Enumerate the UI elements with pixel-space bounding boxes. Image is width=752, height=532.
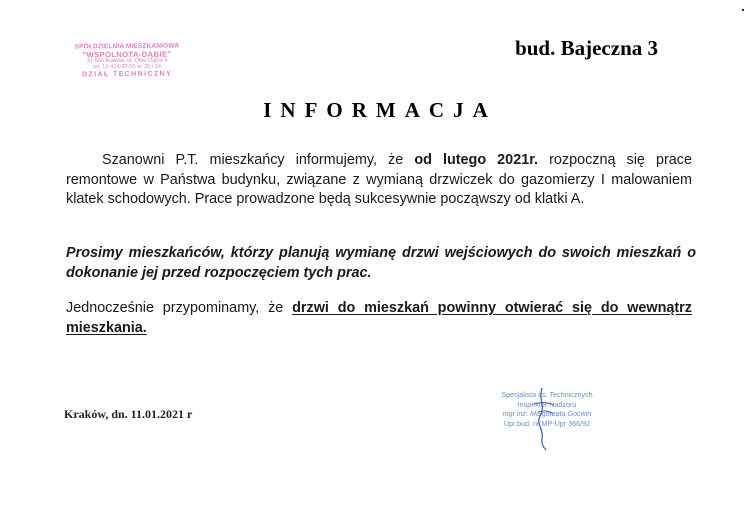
paragraph-reminder: [66, 299, 692, 338]
paragraph-request: Prosimy mieszkańców, którzy planują wymianę drzwi wejściowych do swoich mieszkań o dokonanie jej przed rozpoczęciem tych prac.: [66, 245, 696, 281]
stamp-line-2: "WSPÓLNOTA-DĄBIE": [82, 49, 172, 60]
stamp-line-3: 31-566 Kraków, ul. Ofiar Dąbia 4: [86, 57, 168, 65]
p3-text-a: Jednocześnie przypominamy, że: [66, 300, 293, 316]
paragraph-announcement: [66, 151, 692, 210]
stamp-line-5: DZIAŁ TECHNICZNY: [82, 70, 173, 79]
document-title: INFORMACJA: [263, 98, 497, 122]
p3-underlined-text: drzwi do mieszkań powinny otwierać się do wewnątrz mieszkania.: [66, 300, 692, 336]
stamp-line-1: SPÓŁDZIELNIA MIESZKANIOWA: [74, 42, 180, 51]
stamp-line-4: tel. 12-414-37-55 w. 35 i 14: [93, 63, 161, 71]
inspector-stamp-line-2: Inspektor Nadzoru: [517, 399, 577, 409]
p1-text-c: rozpoczną się prace remontowe w Państwa budynku, związane z wymianą drzwiczek do gazomierzy I malowaniem klatek schodowych. Prace prowadzone będą sukcesywnie począwszy od klatki A.: [66, 152, 692, 207]
building-label: bud. Bajeczna 3: [515, 36, 658, 60]
inspector-stamp-line-1: Specjalista ds. Technicznych: [501, 390, 593, 399]
handwritten-signature: [524, 386, 564, 452]
inspector-stamp-line-3: mgr inż. Małgorzata Goćwin: [502, 409, 592, 419]
cooperative-stamp: [68, 43, 186, 78]
document-date: Kraków, dn. 11.01.2021 r: [64, 407, 193, 421]
inspector-stamp-line-4: Upr.bud. nr MP-Upr 366/92: [503, 418, 591, 428]
scan-speck: [742, 9, 744, 11]
p1-text-a: Szanowni P.T. mieszkańcy informujemy, że: [102, 152, 415, 168]
p1-date-highlight: od lutego 2021r.: [414, 152, 539, 168]
